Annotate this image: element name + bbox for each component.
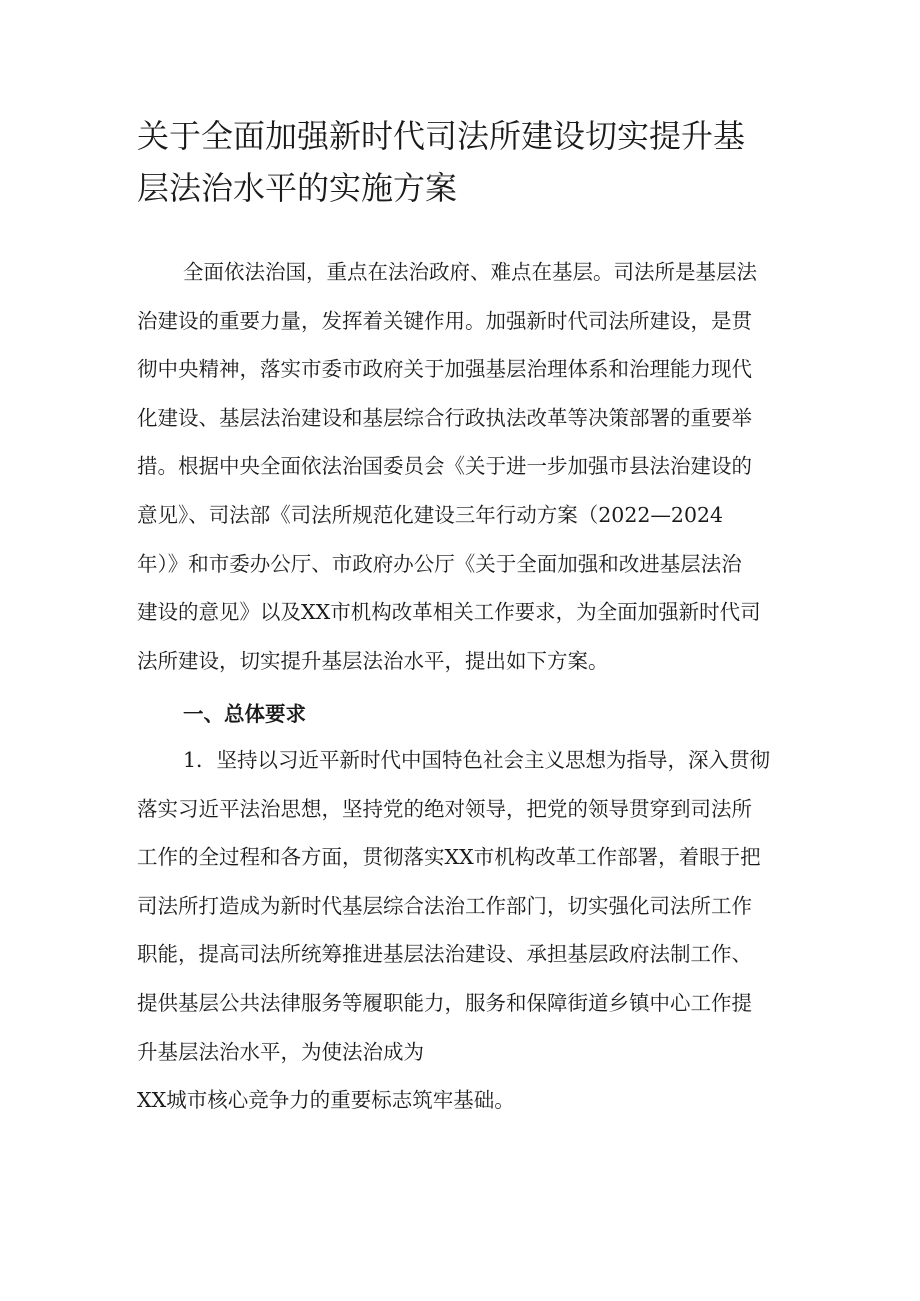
intro-paragraph [137,248,787,685]
paragraph-line: 升基层法治水平，为使法治成为 [137,1039,424,1064]
title-line: 层法治水平的实施方案 [137,169,458,207]
item-1-paragraph [137,736,787,1125]
paragraph-line: 法所建设，切实提升基层法治水平，提出如下方案。 [137,648,609,673]
paragraph-line: 提供基层公共法律服务等履职能力，服务和保障街道乡镇中心工作提 [137,990,752,1015]
paragraph-line: 全面依法治国，重点在法治政府、难点在基层。司法所是基层法 [183,260,757,284]
paragraph-line: 落实习近平法治思想，坚持党的绝对领导，把党的领导贯穿到司法所 [137,796,752,821]
section-heading: 一、总体要求 [183,702,306,726]
paragraph-line: 意见》、司法部《司法所规范化建设三年行动方案（2022—2024 [137,502,724,527]
paragraph-line: 彻中央精神，落实市委市政府关于加强基层治理体系和治理能力现代 [137,357,752,382]
paragraph-line: 1．坚持以习近平新时代中国特色社会主义思想为指导，深入贯彻 [183,748,771,772]
title-line: 关于全面加强新时代司法所建设切实提升基 [137,117,746,155]
paragraph-line: 司法所打造成为新时代基层综合法治工作部门，切实强化司法所工作 [137,893,752,918]
paragraph-line: 化建设、基层法治建设和基层综合行政执法改革等决策部署的重要举 [137,405,752,430]
paragraph-line: 措。根据中央全面依法治国委员会《关于进一步加强市县法治建设的 [137,454,752,479]
paragraph-line: 年）》和市委办公厅、市政府办公厅《关于全面加强和改进基层法治 [137,551,742,576]
paragraph-line: XX城市核心竞争力的重要标志筑牢基础。 [137,1088,515,1113]
paragraph-line: 工作的全过程和各方面，贯彻落实XX市机构改革工作部署，着眼于把 [137,845,761,870]
paragraph-line: 治建设的重要力量，发挥着关键作用。加强新时代司法所建设，是贯 [137,308,752,333]
paragraph-line: 建设的意见》以及XX市机构改革相关工作要求，为全面加强新时代司 [137,600,761,625]
document-title [137,110,797,214]
paragraph-line: 职能，提高司法所统筹推进基层法治建设、承担基层政府法制工作、 [137,942,752,967]
